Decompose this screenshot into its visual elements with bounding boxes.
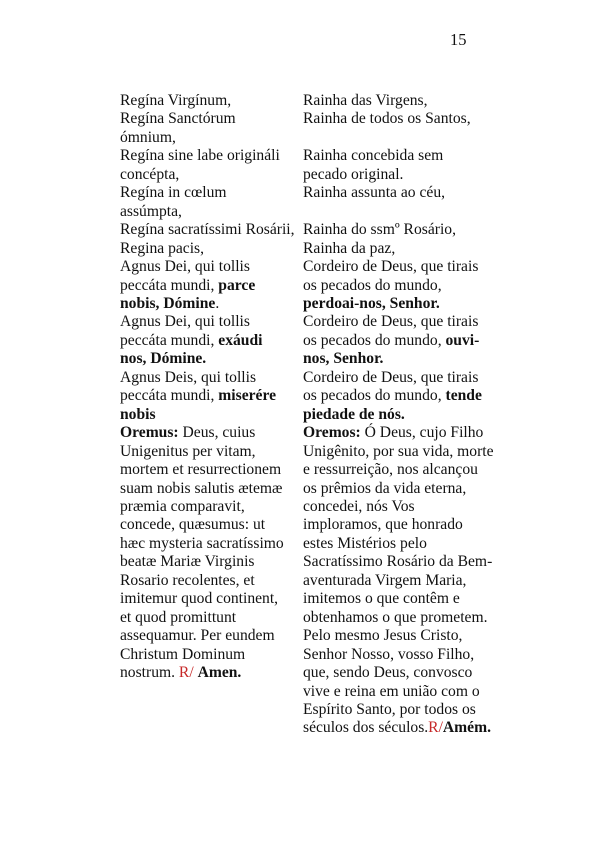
- text-run: Cordeiro de Deus, que tirais: [303, 313, 479, 331]
- portuguese-line: [303, 480, 503, 498]
- portuguese-line: [303, 516, 503, 534]
- portuguese-column: [303, 92, 503, 738]
- text-run: Agnus Dei, qui tollis: [120, 313, 250, 331]
- latin-line: [120, 424, 302, 442]
- text-run: hæc mysteria sacratíssimo: [120, 534, 284, 552]
- latin-line: [120, 609, 302, 627]
- text-run: vive e reina em união com o: [303, 682, 480, 700]
- text-run: concede, quæsumus: ut: [120, 516, 266, 534]
- text-run: præmia comparavit,: [120, 497, 245, 515]
- latin-line: [120, 313, 302, 331]
- portuguese-line: [303, 609, 503, 627]
- text-run: Regína sine labe origináli: [120, 147, 280, 165]
- bold-text: nos, Senhor.: [303, 350, 384, 368]
- text-run: estes Mistérios pelo: [303, 534, 427, 552]
- latin-line: [120, 258, 302, 276]
- text-run: Ó Deus, cujo Filho: [360, 424, 484, 442]
- bold-text: Amen.: [197, 664, 242, 682]
- portuguese-line: [303, 535, 503, 553]
- latin-column: [120, 92, 302, 683]
- text-run: e ressurreição, nos alcançou: [303, 461, 478, 479]
- portuguese-line: [303, 277, 503, 295]
- text-run: [303, 129, 307, 146]
- portuguese-line: [303, 646, 503, 664]
- latin-line: [120, 443, 302, 461]
- text-run: imitemos o que contêm e: [303, 590, 460, 608]
- text-run: suam nobis salutis ætemæ: [120, 479, 283, 497]
- text-run: que, sendo Deus, convosco: [303, 664, 473, 682]
- portuguese-line: [303, 590, 503, 608]
- portuguese-line: [303, 184, 503, 202]
- bold-text: Oremos:: [303, 424, 361, 442]
- latin-line: [120, 369, 302, 387]
- portuguese-line: [303, 92, 503, 110]
- text-run: Rainha assunta ao céu,: [303, 184, 446, 202]
- bold-text: Amém.: [442, 719, 491, 737]
- portuguese-line: [303, 572, 503, 590]
- portuguese-line: [303, 350, 503, 368]
- page-number: 15: [450, 30, 467, 49]
- text-run: ómnium,: [120, 128, 176, 146]
- portuguese-line: [303, 166, 503, 184]
- portuguese-line: [303, 553, 503, 571]
- latin-line: [120, 406, 302, 424]
- portuguese-line: [303, 147, 503, 165]
- response-mark: R/: [428, 719, 443, 737]
- text-run: imploramos, que honrado: [303, 516, 463, 534]
- latin-line: [120, 480, 302, 498]
- portuguese-line: [303, 627, 503, 645]
- text-run: Regína Sanctórum: [120, 110, 236, 128]
- text-run: Agnus Deis, qui tollis: [120, 368, 257, 386]
- text-run: assequamur. Per eundem: [120, 627, 275, 645]
- text-run: et quod promittunt: [120, 608, 237, 626]
- portuguese-line: [303, 701, 503, 719]
- text-run: Sacratíssimo Rosário da Bem-: [303, 553, 493, 571]
- portuguese-line: [303, 258, 503, 276]
- latin-line: [120, 535, 302, 553]
- latin-line: [120, 572, 302, 590]
- text-run: os pecados do mundo,: [303, 387, 446, 405]
- text-run: [303, 203, 307, 220]
- text-run: aventurada Virgem Maria,: [303, 571, 467, 589]
- portuguese-line: [303, 110, 503, 128]
- bold-text: nos, Dómine.: [120, 350, 207, 368]
- portuguese-line: [303, 129, 503, 147]
- text-run: concedei, nós Vos: [303, 497, 415, 515]
- latin-line: [120, 646, 302, 664]
- latin-line: [120, 295, 302, 313]
- text-run: Rosario recolentes, et: [120, 571, 255, 589]
- portuguese-line: [303, 461, 503, 479]
- latin-line: [120, 332, 302, 350]
- portuguese-line: [303, 443, 503, 461]
- text-run: imitemur quod continent,: [120, 590, 279, 608]
- text-run: assúmpta,: [120, 202, 182, 220]
- latin-line: [120, 553, 302, 571]
- portuguese-line: [303, 221, 503, 239]
- text-run: Cordeiro de Deus, que tirais: [303, 258, 479, 276]
- portuguese-line: [303, 240, 503, 258]
- latin-line: [120, 203, 302, 221]
- latin-line: [120, 184, 302, 202]
- latin-line: [120, 221, 302, 239]
- text-run: Rainha de todos os Santos,: [303, 110, 471, 128]
- latin-line: [120, 277, 302, 295]
- portuguese-line: [303, 295, 503, 313]
- text-run: os pecados do mundo,: [303, 276, 442, 294]
- text-run: Regína in cœlum: [120, 184, 227, 202]
- text-run: nostrum.: [120, 664, 179, 682]
- portuguese-line: [303, 664, 503, 682]
- text-run: peccáta mundi,: [120, 387, 219, 405]
- text-run: Rainha do ssmº Rosário,: [303, 221, 456, 239]
- portuguese-line: [303, 424, 503, 442]
- portuguese-line: [303, 369, 503, 387]
- text-run: beatæ Mariæ Virginis: [120, 553, 255, 571]
- text-run: os pecados do mundo,: [303, 331, 446, 349]
- text-run: Agnus Dei, qui tollis: [120, 258, 250, 276]
- bold-text: perdoai-nos, Senhor.: [303, 294, 440, 312]
- text-run: concépta,: [120, 165, 180, 183]
- text-run: obtenhamos o que prometem.: [303, 608, 488, 626]
- bold-text: nobis, Dómine: [120, 294, 216, 312]
- response-mark: R/: [178, 664, 194, 682]
- latin-line: [120, 129, 302, 147]
- text-run: Cordeiro de Deus, que tirais: [303, 368, 479, 386]
- bold-text: nobis: [120, 405, 156, 423]
- latin-line: [120, 387, 302, 405]
- text-run: Unigênito, por sua vida, morte: [303, 442, 494, 460]
- text-run: .: [215, 294, 220, 312]
- latin-line: [120, 461, 302, 479]
- latin-line: [120, 92, 302, 110]
- text-run: os prêmios da vida eterna,: [303, 479, 467, 497]
- text-run: pecado original.: [303, 165, 404, 183]
- latin-line: [120, 240, 302, 258]
- bold-text: exáudi: [218, 331, 263, 349]
- text-run: Deus, cuius: [178, 424, 256, 442]
- text-run: Rainha concebida sem: [303, 147, 444, 165]
- latin-line: [120, 110, 302, 128]
- bold-text: ouvi-: [445, 331, 480, 349]
- bold-text: parce: [218, 276, 256, 294]
- latin-line: [120, 627, 302, 645]
- text-run: Rainha da paz,: [303, 239, 396, 257]
- portuguese-line: [303, 406, 503, 424]
- text-run: Rainha das Virgens,: [303, 92, 428, 109]
- text-run: Christum Dominum: [120, 645, 246, 663]
- text-run: Unigenitus per vitam,: [120, 442, 256, 460]
- portuguese-line: [303, 313, 503, 331]
- bold-text: piedade de nós.: [303, 405, 405, 423]
- bold-text: miserére: [218, 387, 277, 405]
- text-run: Regina pacis,: [120, 239, 205, 257]
- latin-line: [120, 590, 302, 608]
- portuguese-line: [303, 498, 503, 516]
- text-run: mortem et resurrectionem: [120, 461, 282, 479]
- bold-text: Oremus:: [120, 424, 179, 442]
- text-run: Regína sacratíssimi Rosárii,: [120, 221, 295, 239]
- portuguese-line: [303, 332, 503, 350]
- portuguese-line: [303, 203, 503, 221]
- text-run: séculos dos séculos.: [303, 719, 429, 737]
- portuguese-line: [303, 387, 503, 405]
- portuguese-line: [303, 719, 503, 737]
- text-run: peccáta mundi,: [120, 276, 219, 294]
- latin-line: [120, 350, 302, 368]
- text-run: Pelo mesmo Jesus Cristo,: [303, 627, 463, 645]
- bold-text: tende: [445, 387, 482, 405]
- latin-line: [120, 664, 302, 682]
- text-run: peccáta mundi,: [120, 331, 219, 349]
- latin-line: [120, 498, 302, 516]
- text-run: Regína Virgínum,: [120, 92, 232, 109]
- text-run: Espírito Santo, por todos os: [303, 700, 476, 718]
- latin-line: [120, 166, 302, 184]
- latin-line: [120, 516, 302, 534]
- latin-line: [120, 147, 302, 165]
- portuguese-line: [303, 683, 503, 701]
- text-run: Senhor Nosso, vosso Filho,: [303, 645, 475, 663]
